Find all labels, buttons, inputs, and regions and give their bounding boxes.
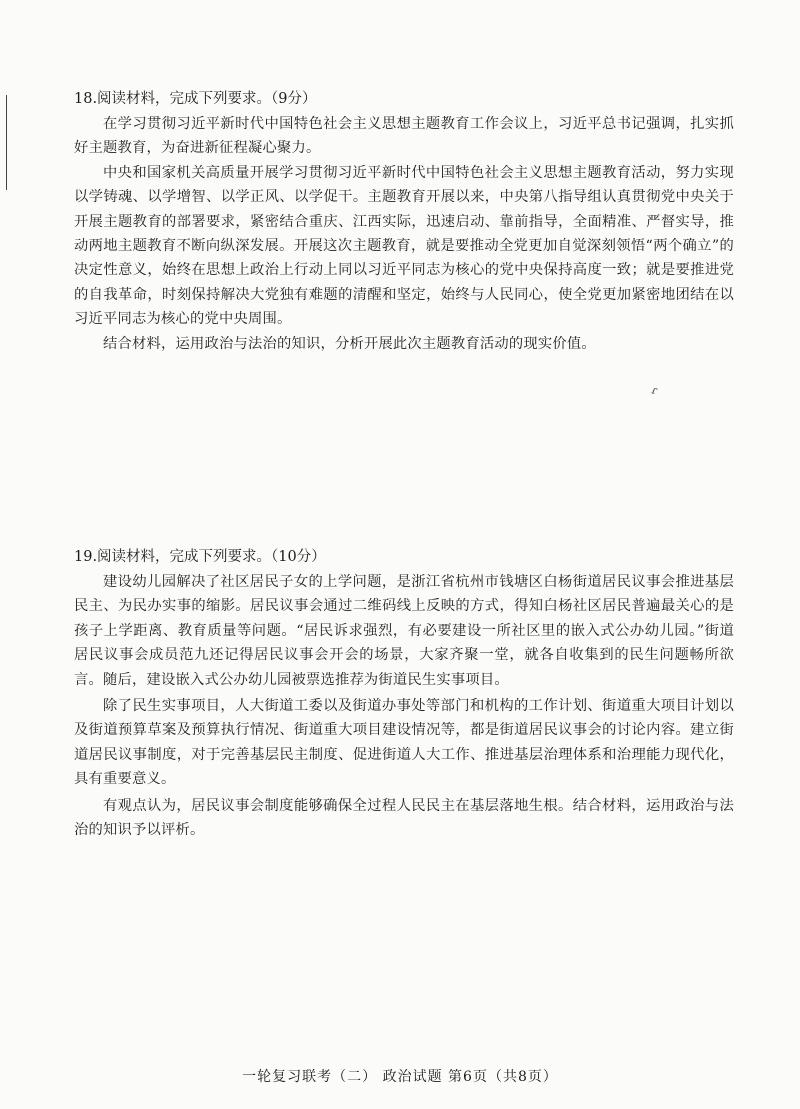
question-19-header: 19.阅读材料，完成下列要求。（10分） [74, 549, 326, 565]
question-19-prompt: 有观点认为，居民议事会制度能够确保全过程人民民主在基层落地生根。结合材料，运用政治与法治的知识予以评析。 [74, 797, 734, 839]
page-edge-line [6, 95, 7, 190]
stray-pen-mark: ɾ [649, 382, 660, 398]
question-19 [74, 546, 734, 842]
question-19-paragraph-1: 建设幼儿园解决了社区居民子女的上学问题，是浙江省杭州市钱塘区白杨街道居民议事会推进基层民主、为民办实事的缩影。居民议事会通过二维码线上反映的方式，得知白杨社区居民普遍最关心的是孩子上学距离、教育质量等问题。“居民诉求强烈，有必要建设一所社区里的嵌入式公办幼儿园。”街道居民议事会成员范九还记得居民议事会开会的场景，大家齐聚一堂，就各自收集到的民生问题畅所欲言。随后，建设嵌入式公办幼儿园被票选推荐为街道民生实事项目。 [74, 574, 734, 688]
question-19-paragraph-2: 除了民生实事项目，人大街道工委以及街道办事处等部门和机构的工作计划、街道重大项目计划以及街道预算草案及预算执行情况、街道重大项目建设情况等，都是街道居民议事会的讨论内容。建立街道居民议事制度，对于完善基层民主制度、促进街道人大工作、推进基层治理体系和治理能力现代化，具有重要意义。 [74, 698, 734, 788]
question-18-paragraph-2: 中央和国家机关高质量开展学习贯彻习近平新时代中国特色社会主义思想主题教育活动，努力实现以学铸魂、以学增智、以学正风、以学促干。主题教育开展以来，中央第八指导组认真贯彻党中央关于开展主题教育的部署要求，紧密结合重庆、江西实际，迅速启动、靠前指导，全面精准、严督实导，推动两地主题教育不断向纵深发展。开展这次主题教育，就是要推动全党更加自觉深刻领悟“两个确立”的决定性意义，始终在思想上政治上行动上同以习近平同志为核心的党中央保持高度一致；就是要推进党的自我革命，时刻保持解决大党独有难题的清醒和坚定，始终与人民同心，使全党更加紧密地团结在以习近平同志为核心的党中央周围。 [74, 164, 734, 328]
page-footer: 一轮复习联考（二） 政治试题 第6页（共8页） [242, 1069, 558, 1085]
question-18-prompt: 结合材料，运用政治与法治的知识，分析开展此次主题教育活动的现实价值。 [103, 335, 596, 352]
question-18-paragraph-1: 在学习贯彻习近平新时代中国特色社会主义思想主题教育工作会议上，习近平总书记强调，扎实抓好主题教育，为奋进新征程凝心聚力。 [74, 116, 734, 157]
question-18-header: 18.阅读材料，完成下列要求。（9分） [74, 91, 317, 107]
question-18 [74, 88, 734, 356]
